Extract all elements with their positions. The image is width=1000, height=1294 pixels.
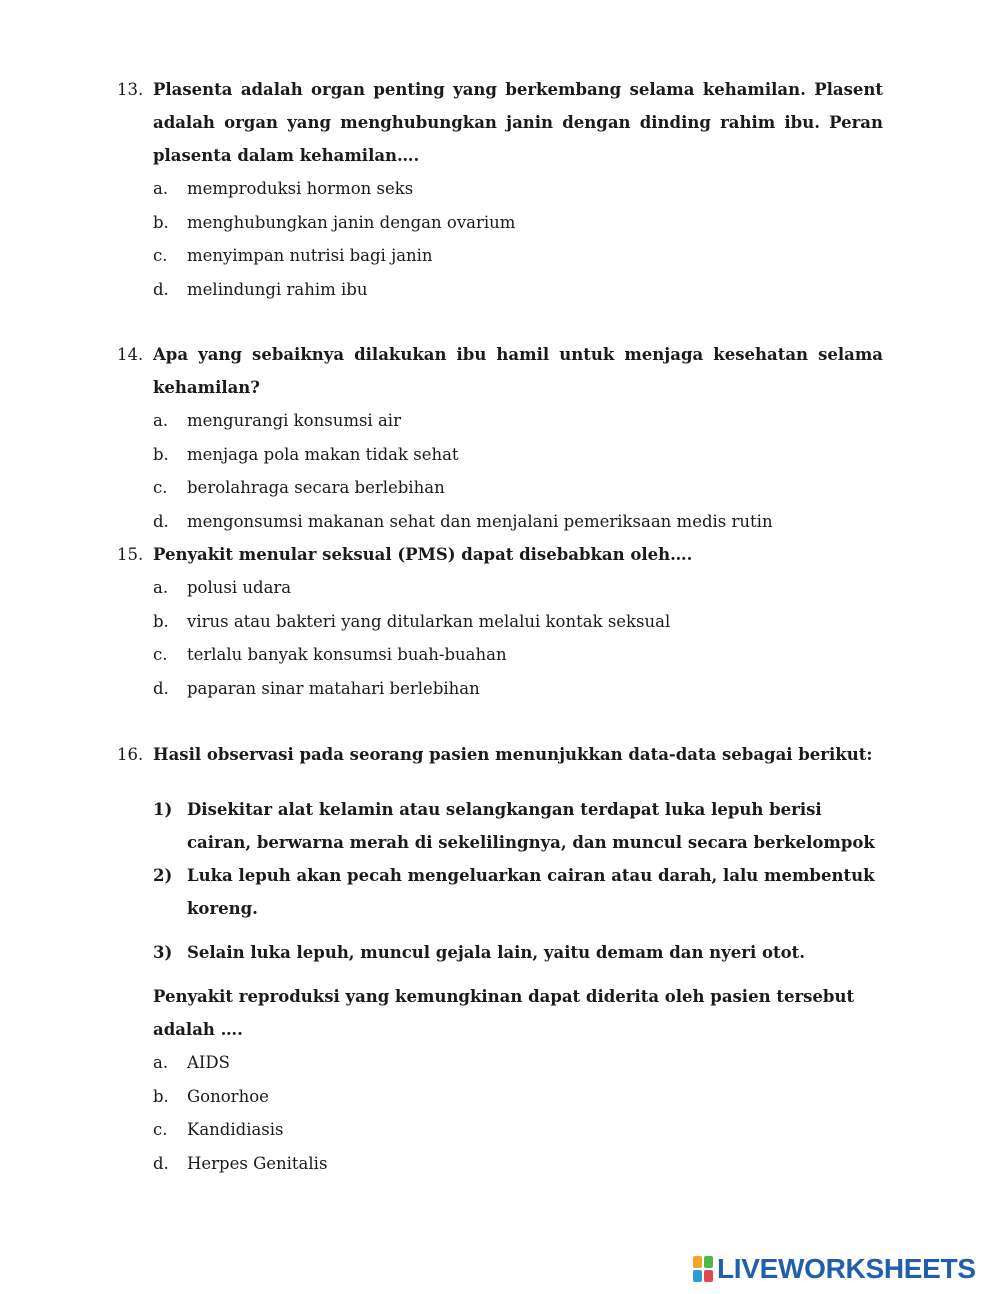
option-text: virus atau bakteri yang ditularkan melalui kontak seksual: [187, 611, 671, 631]
question-text: Penyakit menular seksual (PMS) dapat disebabkan oleh….: [153, 545, 693, 564]
option-letter: b.: [153, 1086, 169, 1106]
observation-text: Selain luka lepuh, muncul gejala lain, yaitu demam dan nyeri otot.: [187, 943, 805, 962]
option-letter: c.: [153, 645, 168, 664]
option-d[interactable]: [153, 273, 883, 307]
question-14: [117, 338, 883, 538]
option-letter: c.: [153, 478, 168, 497]
question-15: [117, 538, 883, 705]
option-c[interactable]: [153, 239, 883, 273]
option-a[interactable]: [153, 404, 883, 438]
option-a[interactable]: [153, 1046, 883, 1080]
option-text: menjaga pola makan tidak sehat: [187, 444, 459, 464]
observation-item: [153, 859, 883, 925]
option-text: terlalu banyak konsumsi buah-buahan: [187, 645, 507, 664]
option-text: Herpes Genitalis: [187, 1153, 328, 1173]
option-text: menghubungkan janin dengan ovarium: [187, 212, 516, 232]
option-d[interactable]: [153, 1147, 883, 1181]
option-letter: b.: [153, 611, 169, 631]
question-number: 14.: [117, 345, 144, 364]
question-stem: Penyakit reproduksi yang kemungkinan dapat diderita oleh pasien tersebut adalah ….: [153, 987, 855, 1039]
question-text: Apa yang sebaiknya dilakukan ibu hamil untuk menjaga kesehatan selama kehamilan?: [153, 345, 883, 397]
option-letter: d.: [153, 511, 169, 531]
observation-text: Luka lepuh akan pecah mengeluarkan cairan atau darah, lalu membentuk koreng.: [187, 866, 875, 918]
option-letter: d.: [153, 1153, 169, 1173]
observation-item: [153, 793, 883, 859]
option-c[interactable]: [153, 1113, 883, 1147]
logo-mark-icon: [693, 1256, 713, 1282]
option-d[interactable]: [153, 505, 883, 539]
option-text: mengurangi konsumsi air: [187, 411, 401, 430]
question-text: Hasil observasi pada seorang pasien menunjukkan data-data sebagai berikut:: [153, 745, 873, 764]
option-letter: c.: [153, 1120, 168, 1139]
liveworksheets-logo: [693, 1252, 976, 1286]
observation-label: 3): [153, 943, 173, 962]
question-number: 15.: [117, 545, 144, 564]
option-a[interactable]: [153, 571, 883, 605]
observation-item: [153, 936, 883, 969]
option-text: paparan sinar matahari berlebihan: [187, 678, 480, 698]
option-b[interactable]: [153, 206, 883, 240]
option-letter: a.: [153, 179, 169, 198]
observation-label: 2): [153, 866, 173, 885]
question-text: Plasenta adalah organ penting yang berkembang selama kehamilan. Plasent adalah organ yang menghubungkan janin dengan dinding rahim ibu. Peran plasenta dalam kehamilan….: [153, 80, 883, 165]
option-letter: a.: [153, 578, 169, 597]
option-letter: b.: [153, 212, 169, 232]
option-text: menyimpan nutrisi bagi janin: [187, 246, 433, 265]
option-d[interactable]: [153, 672, 883, 706]
question-number: 16.: [117, 745, 144, 764]
observation-label: 1): [153, 800, 173, 819]
option-text: AIDS: [187, 1053, 230, 1072]
option-letter: b.: [153, 444, 169, 464]
question-16: [117, 738, 883, 1180]
option-text: berolahraga secara berlebihan: [187, 478, 445, 497]
option-letter: c.: [153, 246, 168, 265]
logo-text: LIVEWORKSHEETS: [717, 1253, 976, 1284]
option-text: Kandidiasis: [187, 1120, 284, 1139]
option-text: polusi udara: [187, 578, 292, 597]
option-letter: d.: [153, 678, 169, 698]
question-number: 13.: [117, 80, 144, 99]
option-letter: a.: [153, 1053, 169, 1072]
option-c[interactable]: [153, 638, 883, 672]
option-text: Gonorhoe: [187, 1086, 269, 1106]
option-b[interactable]: [153, 1080, 883, 1114]
option-b[interactable]: [153, 438, 883, 472]
option-a[interactable]: [153, 172, 883, 206]
option-letter: d.: [153, 279, 169, 299]
option-letter: a.: [153, 411, 169, 430]
observation-text: Disekitar alat kelamin atau selangkangan terdapat luka lepuh berisi cairan, berwarna merah di sekelilingnya, dan muncul secara berkelompok: [187, 800, 875, 852]
option-text: melindungi rahim ibu: [187, 279, 368, 299]
option-text: mengonsumsi makanan sehat dan menjalani pemeriksaan medis rutin: [187, 511, 773, 531]
option-b[interactable]: [153, 605, 883, 639]
option-text: memproduksi hormon seks: [187, 179, 414, 198]
question-13: [117, 73, 883, 306]
option-c[interactable]: [153, 471, 883, 505]
